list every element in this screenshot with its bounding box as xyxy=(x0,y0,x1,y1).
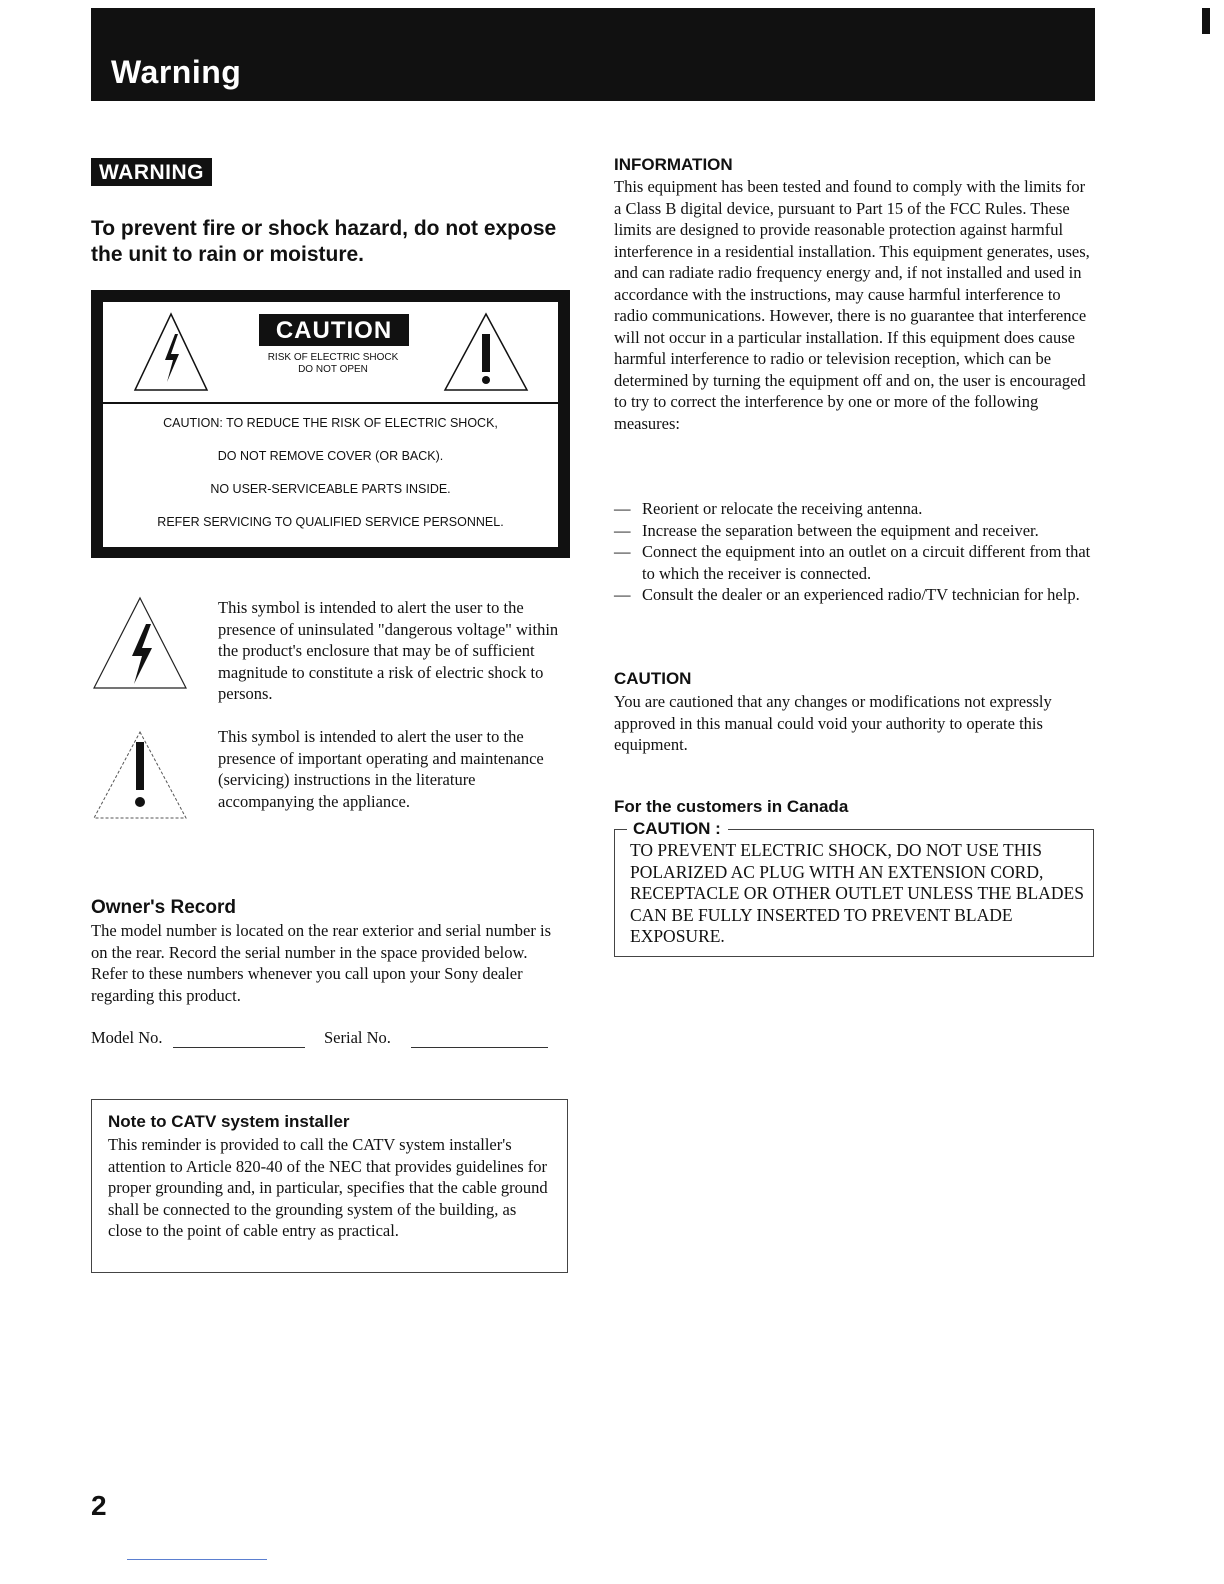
exclamation-symbol-icon xyxy=(90,728,190,822)
canada-caution-label: CAUTION : xyxy=(633,819,721,838)
serial-label: Serial No. xyxy=(324,1028,391,1047)
model-number-blank[interactable] xyxy=(173,1047,305,1048)
information-heading: INFORMATION xyxy=(614,155,733,174)
list-dash: — xyxy=(614,520,631,540)
canada-caution-box xyxy=(614,819,1094,957)
list-dash: — xyxy=(614,585,631,604)
exclamation-triangle-icon xyxy=(441,310,531,394)
measures-list xyxy=(614,498,1094,606)
page-title: Warning xyxy=(111,54,242,90)
list-item xyxy=(614,498,1094,520)
measure-text: Connect the equipment into an outlet on a circuit different from that to which the receiver is connected. xyxy=(642,542,1091,583)
caution-line-1: CAUTION: TO REDUCE THE RISK OF ELECTRIC SHOCK, xyxy=(163,416,498,430)
caution-text: You are cautioned that any changes or modifications not expressly approved in this manual could void your authority to operate this equipment. xyxy=(614,692,1052,754)
warning-label: WARNING xyxy=(91,158,212,186)
lightning-symbol-description: This symbol is intended to alert the user to the presence of uninsulated "dangerous voltage" within the product's enclosure that may be of sufficient magnitude to constitute a risk of electric shock to persons. xyxy=(218,598,559,703)
list-item xyxy=(614,584,1094,606)
caution-line-4: REFER SERVICING TO QUALIFIED SERVICE PERSONNEL. xyxy=(157,515,504,529)
caution-heading: CAUTION xyxy=(614,669,692,688)
exclamation-symbol-description: This symbol is intended to alert the user to the presence of important operating and maintenance (servicing) instructions in the literature accompanying the appliance. xyxy=(218,727,544,811)
list-item xyxy=(614,541,1094,584)
header-bar xyxy=(91,8,1095,101)
list-dash: — xyxy=(614,542,631,561)
canada-caution-text: TO PREVENT ELECTRIC SHOCK, DO NOT USE THIS POLARIZED AC PLUG WITH AN EXTENSION CORD, RECEPTACLE OR OTHER OUTLET UNLESS THE BLADES CAN BE FULLY INSERTED TO PREVENT BLADE EXPOSURE. xyxy=(630,840,1084,946)
lightning-symbol-icon xyxy=(90,594,190,692)
footer-rule xyxy=(127,1559,267,1560)
measure-text: Reorient or relocate the receiving antenna. xyxy=(642,499,923,518)
caution-line-2: DO NOT REMOVE COVER (OR BACK). xyxy=(217,449,444,463)
caution-title: CAUTION xyxy=(259,314,409,346)
edge-mark xyxy=(1202,8,1210,34)
caution-box-top xyxy=(103,302,558,402)
catv-note-box xyxy=(91,1099,568,1273)
caution-box-bottom xyxy=(103,404,558,547)
model-label: Model No. xyxy=(91,1028,163,1047)
caution-subtitle-2: DO NOT OPEN xyxy=(298,364,368,375)
owners-record-heading: Owner's Record xyxy=(91,897,236,918)
list-dash: — xyxy=(614,499,631,518)
canada-box-border xyxy=(728,829,1093,830)
lightning-triangle-icon xyxy=(131,310,211,394)
catv-heading: Note to CATV system installer xyxy=(108,1112,350,1131)
list-item xyxy=(614,520,1094,542)
information-text: This equipment has been tested and found to comply with the limits for a Class B digital device, pursuant to Part 15 of the FCC Rules. These limits are designed to provide reasonable protection against harmful interference in a residential installation. This equipment generates, uses, and can radiate radio frequency energy and, if not installed and used in accordance with the instructions, may cause harmful interference to radio communications. However, there is no guarantee that interference will not occur in a particular installation. If this equipment does cause harmful interference to radio or television reception, which can be determined by turning the equipment off and on, the user is encouraged to try to correct the interference by one or more of the following measures: xyxy=(614,177,1090,433)
caution-line-3: NO USER-SERVICEABLE PARTS INSIDE. xyxy=(210,482,451,496)
canada-box-border xyxy=(615,829,627,830)
catv-text: This reminder is provided to call the CATV system installer's attention to Article 820-40 of the NEC that provides guidelines for proper grounding and, in particular, specifies that the cable ground shall be connected to the grounding system of the building, as close to the point of cable entry as practical. xyxy=(108,1135,548,1240)
measure-text: Consult the dealer or an experienced radio/TV technician for help. xyxy=(642,585,1080,604)
serial-number-blank[interactable] xyxy=(411,1047,548,1048)
measure-text: Increase the separation between the equipment and receiver. xyxy=(642,520,1039,540)
page-number: 2 xyxy=(91,1490,107,1521)
caution-subtitle-1: RISK OF ELECTRIC SHOCK xyxy=(267,352,399,363)
hazard-heading: To prevent fire or shock hazard, do not expose the unit to rain or moisture. xyxy=(91,217,557,266)
caution-box xyxy=(91,290,570,558)
canada-heading: For the customers in Canada xyxy=(614,797,849,816)
owners-record-text: The model number is located on the rear exterior and serial number is on the rear. Record the serial number in the space provided below. Refer to these numbers whenever you call upon your Sony dealer regarding this product. xyxy=(91,921,552,1005)
